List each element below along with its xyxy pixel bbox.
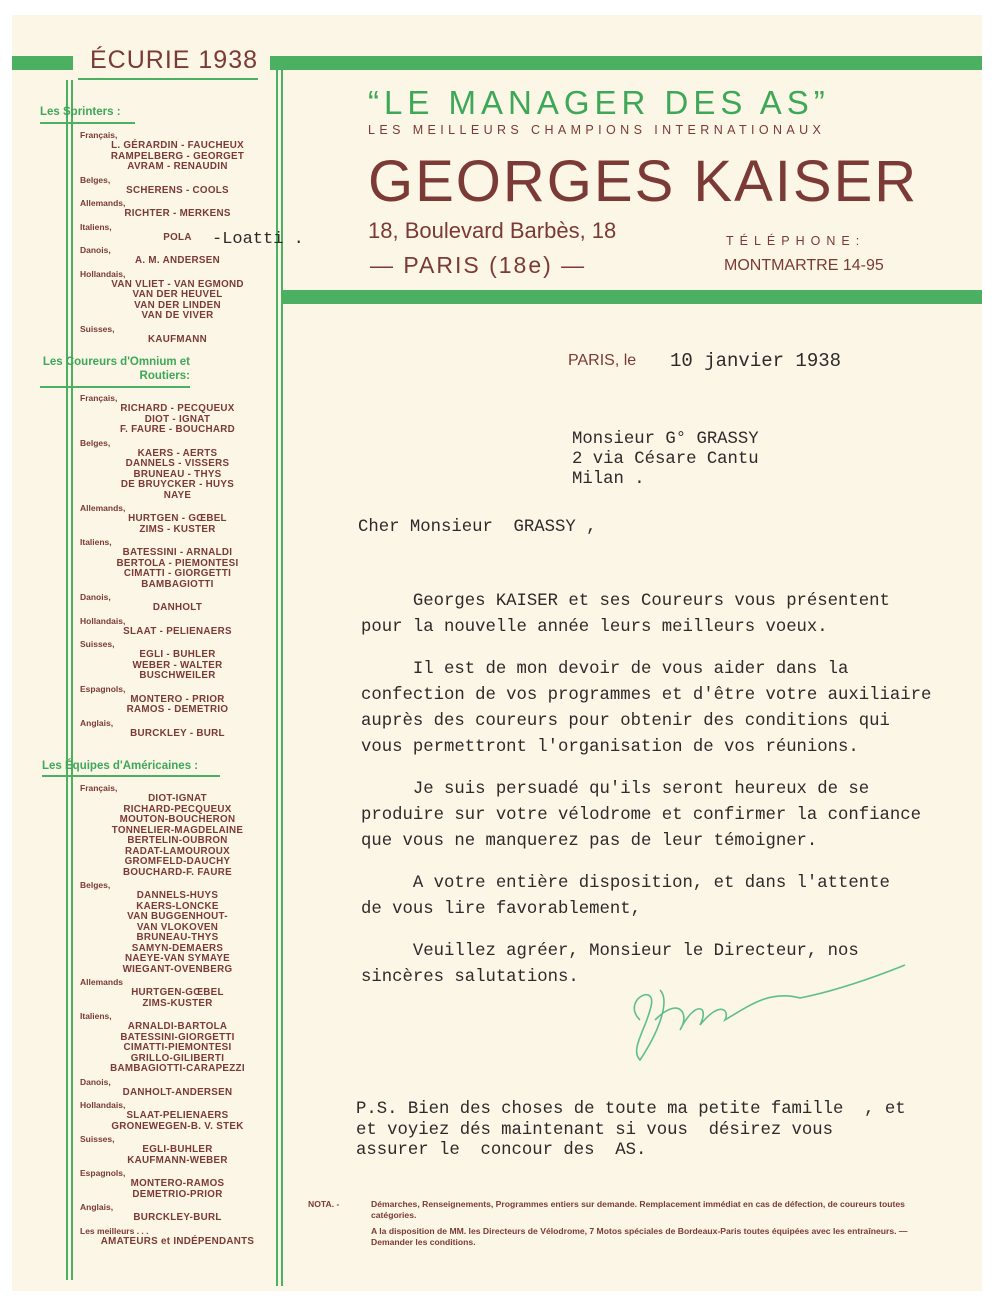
brand-underline (78, 78, 258, 80)
rider-names: RADAT-LAMOUROUX (125, 845, 230, 857)
salutation: Cher Monsieur GRASSY , (358, 518, 597, 537)
nationality-label: Belges, (80, 174, 111, 185)
nationality-label: Suisses, (80, 1134, 115, 1144)
letterhead-name: GEORGES KAISER (368, 149, 919, 214)
rider-names: BAMBAGIOTTI-CARAPEZZI (110, 1063, 245, 1074)
nationality-label: Danois, (80, 592, 111, 602)
rider-names: BURCKLEY - BURL (130, 727, 225, 739)
nationality-label: Hollandais, (80, 1100, 126, 1110)
rider-names: MONTERO - PRIOR (130, 693, 225, 705)
rider-names: SLAAT - PELIENAERS (123, 625, 232, 637)
phone-label: TÉLÉPHONE: (726, 234, 866, 248)
rider-names: GROMFELD-DAUCHY (124, 856, 231, 867)
rider-names: ARNALDI-BARTOLA (127, 1021, 228, 1032)
rider-names: NAEYE-VAN SYMAYE (125, 953, 230, 964)
header-bar-bottom (283, 290, 982, 304)
nationality-label: Hollandais, (80, 615, 126, 626)
rider-names: GRONEWEGEN-B. V. STEK (111, 1120, 244, 1132)
nationality-label: Anglais, (80, 717, 114, 728)
postscript-line: assurer le concour des AS. (356, 1141, 647, 1160)
paragraph-line: produire sur votre vélodrome et confirmer la confiance (361, 806, 922, 825)
nationality-label: Hollandais, (80, 268, 126, 279)
rider-names: BRUNEAU - THYS (133, 468, 222, 480)
rider-names: F. FAURE - BOUCHARD (119, 424, 236, 435)
rider-names: AVRAM - RENAUDIN (127, 161, 228, 172)
postscript-line: P.S. Bien des choses de toute ma petite famille , et (356, 1100, 906, 1119)
recipient-line: 2 via Césare Cantu (572, 450, 759, 469)
rider-names: L. GÉRARDIN - FAUCHEUX (111, 140, 244, 151)
section-underline (42, 775, 220, 777)
nationality-label: Français, (80, 130, 118, 140)
nationality-label: Danois, (80, 1076, 111, 1087)
americaines-list (80, 781, 275, 1247)
recipient-line: Milan . (572, 470, 645, 489)
nationality-label: Allemands (80, 977, 123, 987)
rider-names: POLA (163, 231, 192, 243)
letterhead-title: “LE MANAGER DES AS” (368, 84, 830, 121)
rider-names: VAN DER LINDEN (134, 299, 221, 311)
omnium-list (80, 391, 275, 739)
sidebar-rule (71, 80, 73, 1280)
paragraph-line: sincères salutations. (361, 968, 579, 987)
paragraph-line: vous permettront l'organisation de vos réunions. (361, 738, 859, 757)
paragraph-line: auprès des coureurs pour obtenir des conditions qui (361, 712, 890, 731)
rider-names: BERTELIN-OUBRON (127, 835, 228, 846)
letterhead-address: 18, Boulevard Barbès, 18 (368, 218, 617, 243)
nota-label: NOTA. - (308, 1199, 340, 1209)
rider-names: WEBER - WALTER (132, 659, 223, 671)
rider-names: RICHTER - MERKENS (124, 208, 231, 219)
section-title: Les Coureurs d'Omnium et Routiers: (42, 356, 190, 382)
rider-names: KAERS-LONCKE (136, 900, 219, 912)
phone-number: MONTMARTRE 14-95 (724, 257, 884, 274)
signature (600, 960, 910, 1080)
rider-names: RICHARD - PECQUEUX (120, 403, 235, 414)
section-underline (40, 386, 190, 388)
nationality-label: Anglais, (80, 1202, 114, 1212)
nationality-label: Français, (80, 783, 118, 793)
nationality-label: Italiens, (80, 221, 112, 232)
paragraph-line: Je suis persuadé qu'ils seront heureux de se (361, 780, 870, 799)
rider-names: MOUTON-BOUCHERON (119, 814, 236, 825)
nationality-label: Les meilleurs . . . (80, 1225, 149, 1236)
paragraph-line: Veuillez agréer, Monsieur le Directeur, nos (361, 942, 859, 961)
letterhead-subtitle: LES MEILLEURS CHAMPIONS INTERNATIONAUX (368, 123, 826, 137)
rider-names: A. M. ANDERSEN (135, 255, 220, 266)
recipient-line: Monsieur G° GRASSY (572, 430, 759, 449)
rider-names: RAMOS - DEMETRIO (126, 704, 229, 715)
nationality-label: Suisses, (80, 323, 115, 334)
paragraph-line: de vous lire favorablement, (361, 900, 642, 919)
nationality-label: Suisses, (80, 639, 115, 649)
rider-names: BAMBAGIOTTI (141, 578, 214, 590)
rider-names: VAN DE VIVER (141, 310, 214, 321)
nationality-label: Espagnols, (80, 683, 126, 694)
nationality-label: Espagnols, (80, 1168, 126, 1178)
paragraph-line: A votre entière disposition, et dans l'attente (361, 874, 890, 893)
rider-names: AMATEURS et INDÉPENDANTS (100, 1235, 255, 1247)
rider-names: HURTGEN - GŒBEL (128, 513, 227, 524)
rider-names: MONTERO-RAMOS (130, 1178, 225, 1189)
nationality-label: Danois, (80, 245, 111, 255)
rider-names: DIOT - IGNAT (144, 413, 211, 425)
rider-names: BATESSINI-GIORGETTI (120, 1031, 235, 1043)
paragraph-line: que vous ne manquerez pas de leur témoigner. (361, 832, 818, 851)
rider-names: ZIMS-KUSTER (142, 997, 213, 1009)
paragraph-line: pour la nouvelle année leurs meilleurs voeux. (361, 618, 828, 637)
rider-names: BERTOLA - PIEMONTESI (116, 557, 239, 569)
brand-ecurie: ÉCURIE 1938 (90, 46, 259, 74)
nationality-label: Belges, (80, 437, 111, 448)
rider-names: SLAAT-PELIENAERS (126, 1110, 229, 1121)
header-bar-left (12, 56, 73, 70)
rider-names: DEMETRIO-PRIOR (132, 1188, 223, 1200)
rider-names: BATESSINI - ARNALDI (122, 547, 233, 558)
rider-names: VAN VLOKOVEN (136, 921, 219, 933)
rider-names: RAMPELBERG - GEORGET (110, 150, 245, 162)
nota-footer (308, 1199, 948, 1253)
rider-names: HURTGEN-GŒBEL (131, 987, 224, 998)
rider-names: KAUFMANN-WEBER (127, 1154, 228, 1166)
letter-date: 10 janvier 1938 (670, 350, 842, 372)
rider-names: DIOT-IGNAT (148, 793, 207, 804)
section-title: Les Sprinters : (40, 106, 121, 118)
rider-names: TONNELIER-MAGDELAINE (111, 824, 244, 836)
nationality-label: Allemands, (80, 503, 126, 513)
paragraph-line: confection de vos programmes et d'être votre auxiliaire (361, 686, 932, 705)
section-title: Les Équipes d'Américaines : (42, 760, 199, 772)
rider-names: KAERS - AERTS (137, 447, 218, 459)
rider-names: BOUCHARD-F. FAURE (122, 866, 233, 878)
rider-names: VAN VLIET - VAN EGMOND (111, 278, 244, 290)
rider-names: VAN BUGGENHOUT- (127, 911, 228, 922)
rider-names: DE BRUYCKER - HUYS (120, 479, 235, 490)
nationality-label: Allemands, (80, 198, 126, 208)
rider-names: SAMYN-DEMAERS (131, 942, 224, 954)
rider-names: ZIMS - KUSTER (139, 523, 216, 535)
rider-names: BURCKLEY-BURL (133, 1212, 222, 1223)
rider-names: EGLI - BUHLER (139, 649, 216, 660)
rider-names: BUSCHWEILER (139, 670, 216, 681)
nota-line: Démarches, Renseignements, Programmes entiers sur demande. Remplacement immédiat en cas de défection, de coureurs toutes catégories. (371, 1199, 905, 1220)
rider-names: RICHARD-PECQUEUX (123, 803, 232, 815)
rider-names: CIMATTI - GIORGETTI (123, 568, 232, 579)
date-prefix: PARIS, le (568, 352, 637, 369)
rider-names: GRILLO-GILIBERTI (130, 1052, 225, 1064)
nationality-label: Italiens, (80, 537, 112, 547)
paragraph-line: Georges KAISER et ses Coureurs vous présentent (361, 592, 890, 611)
nationality-label: Belges, (80, 880, 111, 890)
rider-names: EGLI-BUHLER (142, 1144, 213, 1155)
section-underline (40, 122, 135, 124)
rider-names: DANHOLT-ANDERSEN (122, 1086, 233, 1098)
rider-names: SCHERENS - COOLS (126, 184, 229, 196)
nationality-label: Français, (80, 393, 118, 403)
rider-names: NAYE (163, 489, 192, 501)
handwritten-addition: -Loatti . (212, 230, 304, 249)
sidebar-rule (66, 80, 68, 1280)
rider-names: VAN DER HEUVEL (132, 289, 223, 300)
nota-line: A la disposition de MM. les Directeurs de Vélodrome, 7 Motos spéciales de Bordeaux-Paris toutes équipées avec les entraîneurs. — Demander les conditions. (371, 1226, 908, 1247)
letterhead-city: — PARIS (18e) — (370, 252, 587, 278)
rider-names: WIEGANT-OVENBERG (122, 963, 233, 975)
nationality-label: Italiens, (80, 1011, 112, 1021)
rider-names: DANNELS-HUYS (136, 890, 219, 901)
postscript-line: et voyiez dés maintenant si vous désirez vous (356, 1121, 834, 1140)
rider-names: DANNELS - VISSERS (125, 458, 230, 469)
rider-names: KAUFMANN (148, 333, 207, 345)
paragraph-line: Il est de mon devoir de vous aider dans la (361, 660, 849, 679)
rider-names: DANHOLT (152, 602, 203, 613)
rider-names: BRUNEAU-THYS (136, 932, 219, 943)
header-bar-top (270, 56, 982, 70)
rider-names: CIMATTI-PIEMONTESI (123, 1042, 232, 1053)
